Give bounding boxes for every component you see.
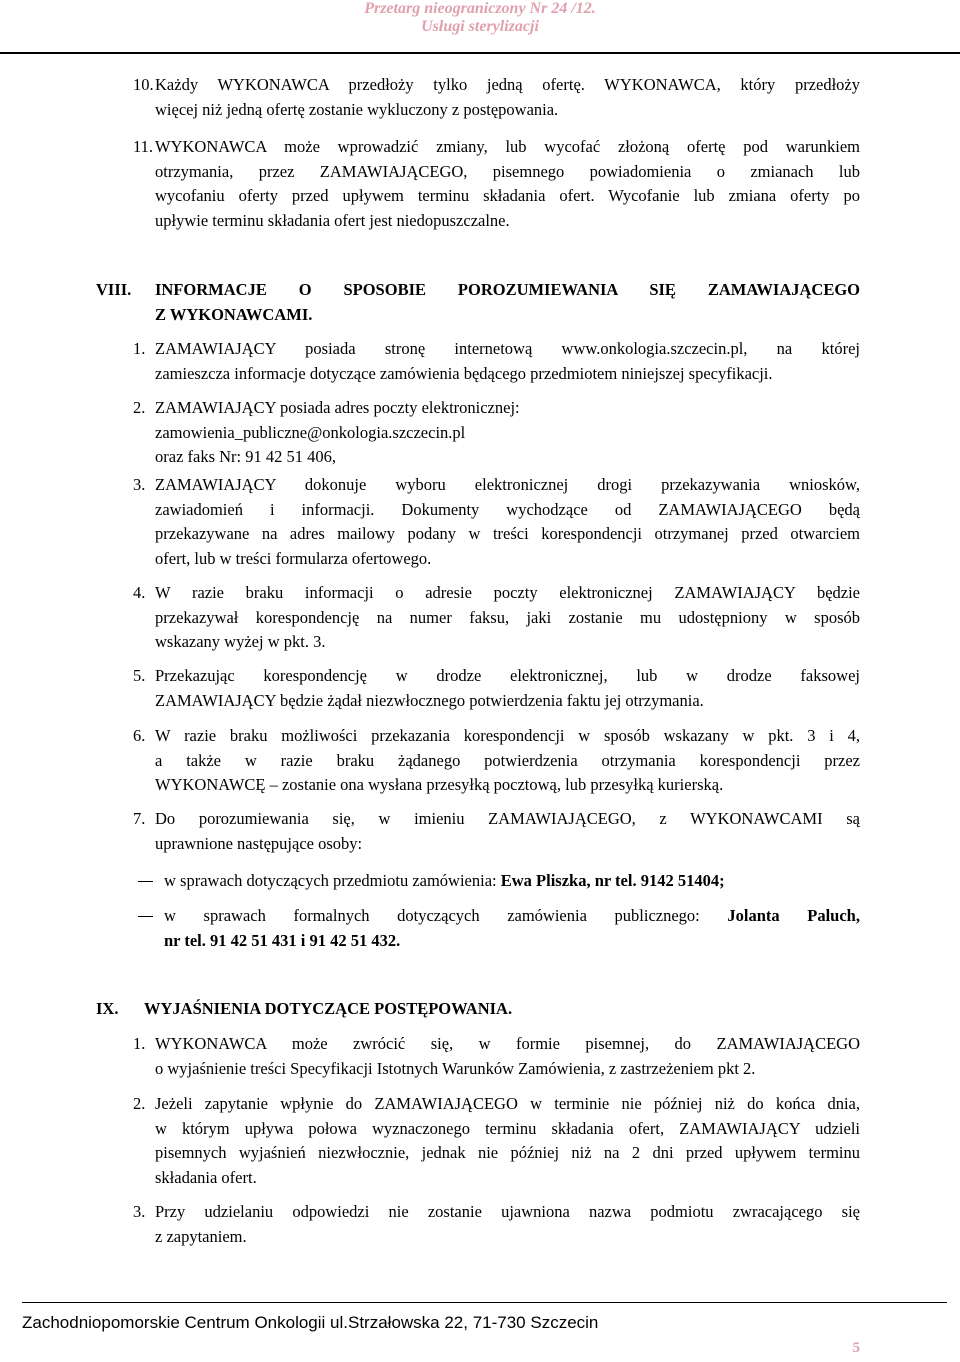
section-title: WYJAŚNIENIA DOTYCZĄCE POSTĘPOWANIA.	[144, 999, 513, 1018]
list-item-number: 10.	[133, 75, 154, 94]
list-item-number: 2.	[133, 398, 146, 417]
text-line: Przy udzielaniu odpowiedzi nie zostanie ujawniona nazwa podmiotu zwracającego się	[155, 1202, 860, 1221]
list-item-11	[133, 135, 860, 233]
text-line: w sprawach dotyczących przedmiotu zamówienia:	[164, 871, 501, 890]
header-subtitle: Usługi sterylizacji	[421, 18, 539, 35]
text-line: ZAMAWIAJĄCY będzie żądał niezwłocznego potwierdzenia faktu jej otrzymania.	[155, 690, 704, 710]
text-line: przekazywane na adres mailowy podany w treści korespondencji otrzymanej przed otwarciem	[155, 524, 860, 543]
text-line: W razie braku informacji o adresie poczty elektronicznej ZAMAWIAJĄCY będzie	[155, 583, 860, 602]
list-item	[133, 807, 860, 856]
email-address: zamowienia_publiczne@onkologia.szczecin.pl	[155, 422, 466, 442]
contact-name: Ewa Pliszka, nr tel. 9142 51404;	[500, 871, 725, 890]
text-line: uprawnione następujące osoby:	[155, 833, 363, 853]
header-rule	[0, 52, 960, 54]
text-line: WYKONAWCA może wprowadzić zmiany, lub wycofać złożoną ofertę pod warunkiem	[155, 137, 860, 156]
list-item-number: 11.	[133, 137, 154, 156]
section-number: IX.	[96, 999, 119, 1018]
list-item-number: 7.	[133, 809, 146, 828]
page-number: 5	[852, 1340, 860, 1356]
list-item	[133, 1092, 860, 1190]
text-line: Jeżeli zapytanie wpłynie do ZAMAWIAJĄCEGO w terminie nie później niż do końca dnia,	[155, 1094, 860, 1113]
list-item	[133, 1032, 860, 1081]
text-line: W razie braku możliwości przekazania korespondencji w sposób wskazany w pkt. 3 i 4,	[155, 726, 860, 745]
section-title-line: Z WYKONAWCAMI.	[155, 304, 313, 324]
text-line: ZAMAWIAJĄCY posiada stronę internetową www.onkologia.szczecin.pl, na której	[155, 339, 860, 358]
list-item-number: 5.	[133, 666, 146, 685]
contact-phone: nr tel. 91 42 51 431 i 91 42 51 432.	[164, 930, 401, 950]
text-line: Przekazując korespondencję w drodze elektronicznej, lub w drodze faksowej	[155, 666, 860, 685]
list-item-number: 1.	[133, 339, 146, 358]
text-line: ZAMAWIAJĄCY posiada adres poczty elektronicznej:	[155, 398, 520, 417]
text-line: WYKONAWCĘ – zostanie ona wysłana przesyłką pocztową, lub przesyłką kurierską.	[155, 775, 724, 794]
contact-person	[164, 869, 860, 894]
text-line: WYKONAWCA może zwrócić się, w formie pisemnej, do ZAMAWIAJĄCEGO	[155, 1034, 860, 1053]
list-item	[133, 724, 860, 798]
list-item	[133, 337, 860, 386]
list-item-number: 6.	[133, 726, 146, 745]
list-item-number: 2.	[133, 1094, 146, 1113]
section-title	[155, 278, 860, 327]
list-item-number: 3.	[133, 475, 146, 494]
text-line: z zapytaniem.	[155, 1226, 247, 1246]
list-item	[133, 664, 860, 713]
text-line: otrzymania, przez ZAMAWIAJĄCEGO, pisemnego powiadomienia o zmianach lub	[155, 161, 860, 181]
contact-person	[164, 904, 860, 953]
list-item-10	[133, 73, 860, 122]
text-line: oraz faks Nr: 91 42 51 406,	[155, 447, 337, 466]
contact-name: Jolanta Paluch,	[727, 906, 860, 925]
list-item	[133, 473, 860, 571]
text-line: ZAMAWIAJĄCY dokonuje wyboru elektronicznej drogi przekazywania wniosków,	[155, 475, 860, 494]
dash-bullet	[138, 916, 153, 917]
text-line: w którym upływa połowa wyznaczonego terminu składania ofert, ZAMAWIAJĄCY udzieli	[155, 1118, 860, 1138]
text-line: pisemnych wyjaśnień niezwłocznie, jednak nie później niż na 2 dni przed upływem terminu	[155, 1143, 860, 1162]
text-line: wskazany wyżej w pkt. 3.	[155, 632, 326, 651]
list-item-number: 3.	[133, 1202, 146, 1221]
footer-rule	[22, 1302, 947, 1303]
text-line: upływie terminu składania ofert jest niedopuszczalne.	[155, 210, 510, 230]
section-title-line: INFORMACJE O SPOSOBIE POROZUMIEWANIA SIĘ ZAMAWIAJĄCEGO	[155, 280, 860, 299]
text-line: Do porozumiewania się, w imieniu ZAMAWIAJĄCEGO, z WYKONAWCAMI są	[155, 809, 860, 828]
section-number: VIII.	[96, 280, 132, 299]
text-line: zamieszcza informacje dotyczące zamówienia będącego przedmiotem niniejszej specyfikacji.	[155, 363, 773, 383]
list-item	[133, 396, 860, 470]
list-item-number: 1.	[133, 1034, 146, 1053]
list-item	[133, 581, 860, 655]
text-line: ofert, lub w treści formularza ofertowego.	[155, 548, 432, 568]
text-line: w sprawach formalnych dotyczących zamówienia publicznego:	[164, 906, 728, 925]
text-line: Każdy WYKONAWCA przedłoży tylko jedną ofertę. WYKONAWCA, który przedłoży	[155, 75, 860, 94]
text-line: wycofaniu oferty przed upływem terminu składania ofert. Wycofanie lub zmiana oferty po	[155, 186, 860, 205]
text-line: więcej niż jedną ofertę zostanie wykluczony z postępowania.	[155, 99, 559, 119]
text-line: przekazywał korespondencję na numer faksu, jaki zostanie mu udostępniony w sposób	[155, 607, 860, 627]
list-item-number: 4.	[133, 583, 146, 602]
footer-address: Zachodniopomorskie Centrum Onkologii ul.Strzałowska 22, 71-730 Szczecin	[22, 1313, 599, 1332]
dash-bullet	[138, 881, 153, 882]
header-title: Przetarg nieograniczony Nr 24 /12.	[364, 0, 596, 17]
list-item	[133, 1200, 860, 1249]
text-line: a także w razie braku żądanego potwierdzenia otrzymania korespondencji przez	[155, 750, 860, 770]
text-line: zawiadomień i informacji. Dokumenty wychodzące od ZAMAWIAJĄCEGO będą	[155, 499, 860, 519]
text-line: o wyjaśnienie treści Specyfikacji Istotnych Warunków Zamówienia, z zastrzeżeniem pkt 2.	[155, 1058, 756, 1078]
text-line: składania ofert.	[155, 1167, 257, 1187]
